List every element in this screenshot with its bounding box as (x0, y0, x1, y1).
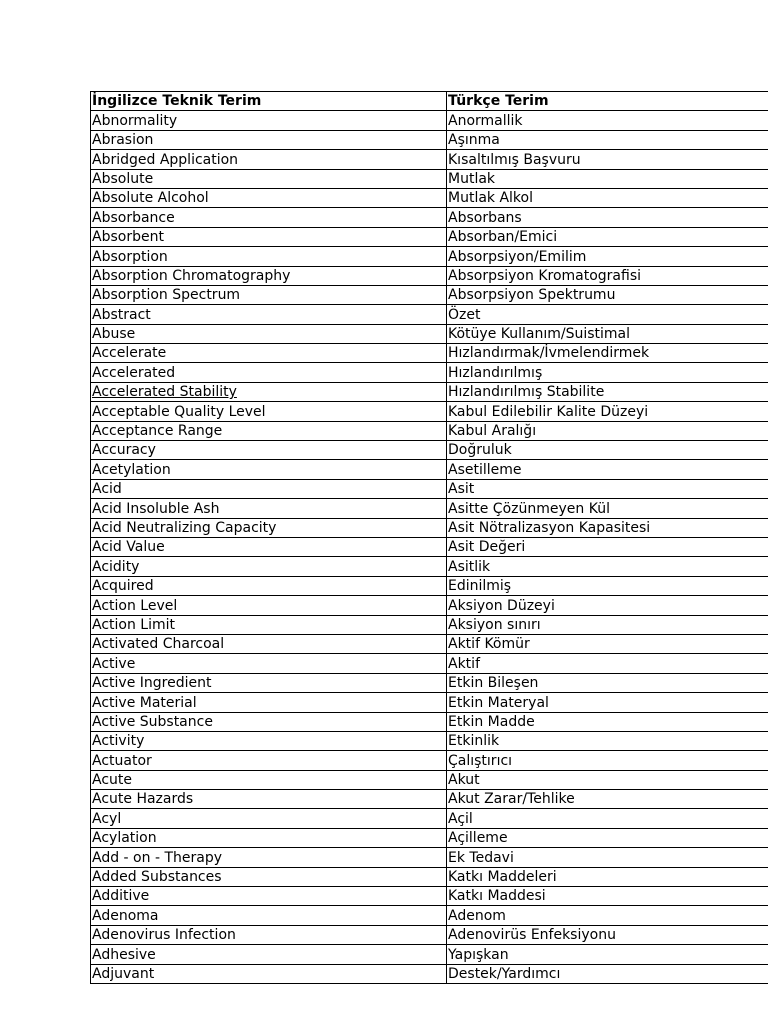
table-row (91, 441, 768, 460)
table-row (91, 537, 768, 556)
table-row (91, 867, 768, 886)
turkish-term-cell: Yapışkan (447, 945, 768, 964)
table-row (91, 169, 768, 188)
turkish-term-cell: Etkin Bileşen (447, 673, 768, 692)
turkish-term-cell: Kabul Edilebilir Kalite Düzeyi (447, 402, 768, 421)
turkish-term-cell: Akut Zarar/Tehlike (447, 790, 768, 809)
english-term-cell: Accelerate (91, 344, 447, 363)
turkish-term-cell: Doğruluk (447, 441, 768, 460)
turkish-term-cell: Absorpsiyon Spektrumu (447, 285, 768, 304)
glossary-table (90, 91, 768, 984)
turkish-term-cell: Aşınma (447, 130, 768, 149)
turkish-term-cell: Açilleme (447, 828, 768, 847)
english-term-cell: Actuator (91, 751, 447, 770)
table-body (91, 111, 768, 984)
column-header-turkish: Türkçe Terim (447, 92, 768, 111)
turkish-term-cell: Adenovirüs Enfeksiyonu (447, 925, 768, 944)
english-term-cell: Acid Neutralizing Capacity (91, 518, 447, 537)
turkish-term-cell: Hızlandırmak/İvmelendirmek (447, 344, 768, 363)
english-term-cell: Acute (91, 770, 447, 789)
turkish-term-cell: Aktif (447, 654, 768, 673)
table-row (91, 402, 768, 421)
turkish-term-cell: Asitte Çözünmeyen Kül (447, 499, 768, 518)
table-row (91, 673, 768, 692)
english-term-cell: Action Level (91, 596, 447, 615)
english-term-cell: Activity (91, 731, 447, 750)
turkish-term-cell: Absorpsiyon Kromatografisi (447, 266, 768, 285)
turkish-term-cell: Asit Nötralizasyon Kapasitesi (447, 518, 768, 537)
turkish-term-cell: Mutlak Alkol (447, 188, 768, 207)
table-row (91, 712, 768, 731)
english-term-cell: Acceptable Quality Level (91, 402, 447, 421)
english-term-cell: Abnormality (91, 111, 447, 130)
table-row (91, 324, 768, 343)
english-term-cell: Accelerated (91, 363, 447, 382)
table-row (91, 790, 768, 809)
table-row (91, 111, 768, 130)
english-term-cell: Abstract (91, 305, 447, 324)
english-term-cell: Activated Charcoal (91, 634, 447, 653)
english-term-cell: Abrasion (91, 130, 447, 149)
english-term-cell: Additive (91, 887, 447, 906)
table-row (91, 731, 768, 750)
turkish-term-cell: Akut (447, 770, 768, 789)
turkish-term-cell: Edinilmiş (447, 576, 768, 595)
english-term-cell: Active Ingredient (91, 673, 447, 692)
english-term-cell: Absolute Alcohol (91, 188, 447, 207)
turkish-term-cell: Asetilleme (447, 460, 768, 479)
table-row (91, 130, 768, 149)
english-term-cell: Adenoma (91, 906, 447, 925)
table-row (91, 305, 768, 324)
english-term-cell: Acyl (91, 809, 447, 828)
table-row (91, 828, 768, 847)
english-term-cell: Abuse (91, 324, 447, 343)
turkish-term-cell: Açil (447, 809, 768, 828)
turkish-term-cell: Hızlandırılmış Stabilite (447, 382, 768, 401)
english-term-cell: Added Substances (91, 867, 447, 886)
table-row (91, 906, 768, 925)
table-row (91, 887, 768, 906)
english-term-cell: Adjuvant (91, 964, 447, 983)
turkish-term-cell: Etkin Materyal (447, 693, 768, 712)
english-term-cell: Absolute (91, 169, 447, 188)
table-row (91, 363, 768, 382)
table-row (91, 634, 768, 653)
turkish-term-cell: Asit Değeri (447, 537, 768, 556)
english-term-cell: Add - on - Therapy (91, 848, 447, 867)
table-row (91, 266, 768, 285)
table-row (91, 654, 768, 673)
turkish-term-cell: Absorban/Emici (447, 227, 768, 246)
table-row (91, 576, 768, 595)
english-term-cell: Acid (91, 479, 447, 498)
table-row (91, 693, 768, 712)
english-term-cell: Absorption Spectrum (91, 285, 447, 304)
turkish-term-cell: Asitlik (447, 557, 768, 576)
table-row (91, 188, 768, 207)
turkish-term-cell: Mutlak (447, 169, 768, 188)
english-term-cell: Absorbent (91, 227, 447, 246)
turkish-term-cell: Hızlandırılmış (447, 363, 768, 382)
table-row (91, 770, 768, 789)
english-term-cell: Acid Value (91, 537, 447, 556)
turkish-term-cell: Aksiyon Düzeyi (447, 596, 768, 615)
table-row (91, 848, 768, 867)
english-term-cell: Acetylation (91, 460, 447, 479)
table-row (91, 751, 768, 770)
turkish-term-cell: Asit (447, 479, 768, 498)
table-row (91, 518, 768, 537)
turkish-term-cell: Destek/Yardımcı (447, 964, 768, 983)
table-row (91, 421, 768, 440)
table-row (91, 285, 768, 304)
turkish-term-cell: Ek Tedavi (447, 848, 768, 867)
table-row (91, 945, 768, 964)
english-term-cell: Absorbance (91, 208, 447, 227)
english-term-cell: Accuracy (91, 441, 447, 460)
table-row (91, 596, 768, 615)
table-row (91, 460, 768, 479)
table-row (91, 344, 768, 363)
english-term-cell: Absorption Chromatography (91, 266, 447, 285)
turkish-term-cell: Kısaltılmış Başvuru (447, 150, 768, 169)
turkish-term-cell: Etkinlik (447, 731, 768, 750)
english-term-cell: Absorption (91, 247, 447, 266)
table-row (91, 809, 768, 828)
table-header-row (91, 92, 768, 111)
english-term-cell: Acidity (91, 557, 447, 576)
english-term-cell: Adenovirus Infection (91, 925, 447, 944)
english-term-cell: Acylation (91, 828, 447, 847)
turkish-term-cell: Kabul Aralığı (447, 421, 768, 440)
table-row (91, 382, 768, 401)
english-term-cell: Abridged Application (91, 150, 447, 169)
column-header-english: İngilizce Teknik Terim (91, 92, 447, 111)
turkish-term-cell: Katkı Maddesi (447, 887, 768, 906)
turkish-term-cell: Absorbans (447, 208, 768, 227)
english-term-cell: Active Material (91, 693, 447, 712)
turkish-term-cell: Aksiyon sınırı (447, 615, 768, 634)
english-term-cell: Accelerated Stability (91, 382, 447, 401)
turkish-term-cell: Etkin Madde (447, 712, 768, 731)
turkish-term-cell: Kötüye Kullanım/Suistimal (447, 324, 768, 343)
turkish-term-cell: Anormallik (447, 111, 768, 130)
table-row (91, 479, 768, 498)
english-term-cell: Acute Hazards (91, 790, 447, 809)
english-term-cell: Acquired (91, 576, 447, 595)
table-row (91, 150, 768, 169)
table-row (91, 227, 768, 246)
table-row (91, 925, 768, 944)
turkish-term-cell: Aktif Kömür (447, 634, 768, 653)
turkish-term-cell: Adenom (447, 906, 768, 925)
english-term-cell: Action Limit (91, 615, 447, 634)
table-row (91, 247, 768, 266)
table-row (91, 964, 768, 983)
english-term-cell: Active Substance (91, 712, 447, 731)
turkish-term-cell: Absorpsiyon/Emilim (447, 247, 768, 266)
turkish-term-cell: Katkı Maddeleri (447, 867, 768, 886)
table-row (91, 208, 768, 227)
table-row (91, 557, 768, 576)
english-term-cell: Acid Insoluble Ash (91, 499, 447, 518)
english-term-cell: Active (91, 654, 447, 673)
turkish-term-cell: Çalıştırıcı (447, 751, 768, 770)
english-term-cell: Adhesive (91, 945, 447, 964)
table-row (91, 499, 768, 518)
table-row (91, 615, 768, 634)
turkish-term-cell: Özet (447, 305, 768, 324)
english-term-cell: Acceptance Range (91, 421, 447, 440)
